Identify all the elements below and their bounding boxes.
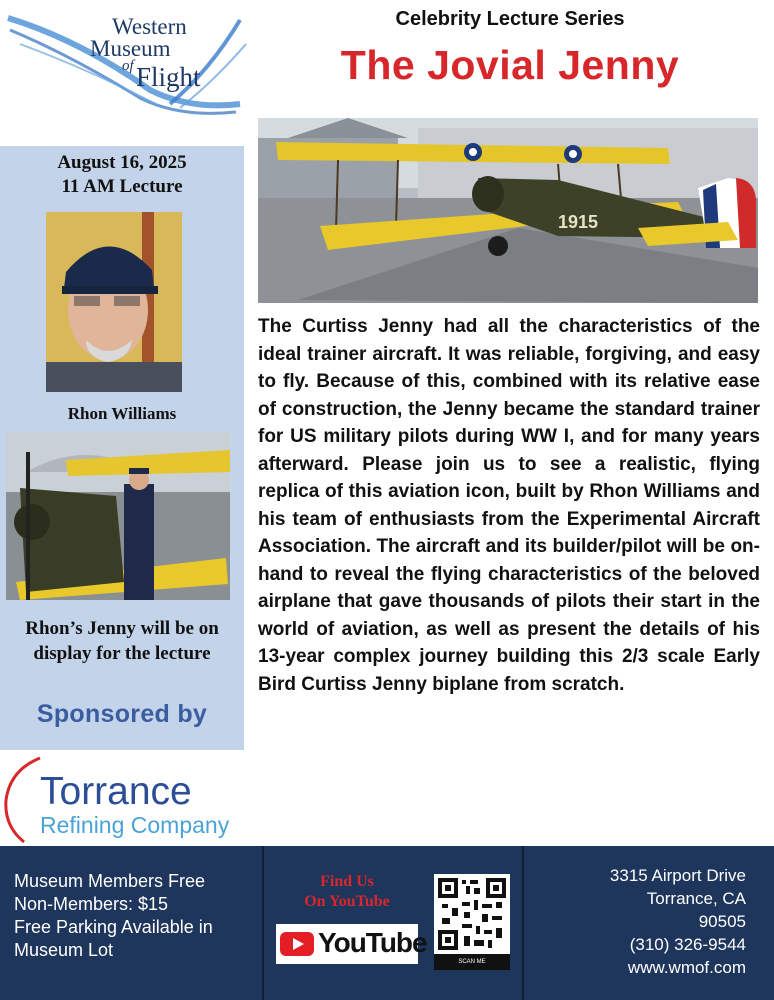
footer-bar bbox=[0, 846, 774, 1000]
find-us-line-1: Find Us bbox=[320, 873, 374, 890]
sponsor-name: Torrance bbox=[40, 770, 192, 813]
admission-info bbox=[14, 870, 213, 962]
qr-code[interactable] bbox=[434, 874, 510, 970]
youtube-logo-link[interactable] bbox=[276, 924, 427, 964]
admission-line: Free Parking Available in bbox=[14, 917, 213, 937]
sponsor-subtitle: Refining Company bbox=[40, 812, 230, 838]
youtube-wordmark: YouTube bbox=[318, 927, 427, 958]
logo-word-western: Western bbox=[112, 14, 187, 39]
website-link[interactable]: www.wmof.com bbox=[627, 958, 746, 977]
sponsored-by-label: Sponsored by bbox=[36, 700, 208, 728]
plane-number-label: 1915 bbox=[558, 212, 599, 232]
footer-divider bbox=[522, 846, 524, 1000]
event-date: August 16, 2025 bbox=[57, 152, 187, 173]
admission-line: Museum Members Free bbox=[14, 871, 206, 891]
speaker-portrait-photo bbox=[46, 212, 182, 392]
museum-logo bbox=[0, 0, 250, 140]
qr-code-icon bbox=[438, 878, 506, 950]
logo-word-flight: Flight bbox=[136, 62, 201, 92]
find-us-youtube-label bbox=[280, 872, 414, 912]
address-line: 90505 bbox=[698, 912, 746, 931]
display-note-line-1: Rhon’s Jenny will be on bbox=[25, 618, 219, 639]
address-line: 3315 Airport Drive bbox=[609, 866, 746, 885]
phone-number: (310) 326-9544 bbox=[629, 935, 746, 954]
event-sidebar bbox=[0, 146, 244, 750]
logo-word-of: of bbox=[122, 58, 134, 74]
lecture-series-heading: Celebrity Lecture Series bbox=[395, 8, 625, 30]
footer-divider bbox=[262, 846, 264, 1000]
plane-display-note bbox=[0, 616, 244, 666]
sponsor-logo bbox=[0, 750, 244, 844]
lecture-description: The Curtiss Jenny had all the characteristics of the ideal trainer aircraft. It was reliable, forgiving, and easy to fly. Because of this, combined with its relative ease of construction, the Jenny became the standard trainer for US military pilots during WW I, and for many years afterward. Please join us to see a realistic, flying replica of this aviation icon, built by Rhon Williams and his team of enthusiasts from the Experimental Aircraft Association. The aircraft and its builder/pilot will be on-hand to reveal the flying characteristics of the beloved airplane that gave thousands of pilots their start in the world of aviation, as well as present the details of his 13-year complex journey building this 2/3 scale Early Bird Curtiss Jenny biplane from scratch. bbox=[258, 316, 760, 695]
museum-address bbox=[530, 864, 746, 979]
admission-line: Museum Lot bbox=[14, 940, 114, 960]
speaker-name: Rhon Williams bbox=[67, 404, 177, 423]
event-time: 11 AM Lecture bbox=[61, 176, 183, 197]
youtube-play-icon bbox=[280, 932, 314, 956]
find-us-line-2: On YouTube bbox=[304, 893, 390, 910]
speaker-with-plane-photo bbox=[6, 432, 230, 600]
logo-word-museum: Museum bbox=[90, 36, 171, 61]
admission-line: Non-Members: $15 bbox=[14, 894, 169, 914]
display-note-line-2: display for the lecture bbox=[33, 643, 211, 664]
event-title: The Jovial Jenny bbox=[340, 42, 680, 88]
jenny-hero-photo bbox=[258, 118, 758, 303]
address-line: Torrance, CA bbox=[646, 889, 746, 908]
qr-scan-caption: SCAN ME bbox=[434, 954, 510, 970]
